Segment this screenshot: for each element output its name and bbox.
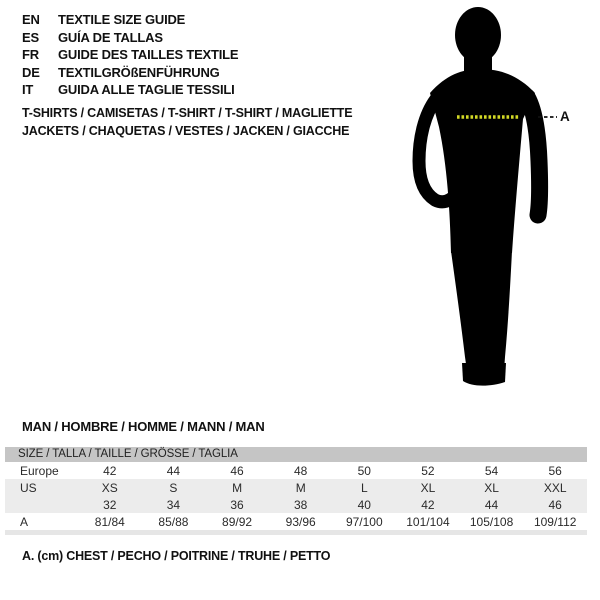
table-cell: 48 <box>294 463 308 478</box>
table-cell: S <box>169 480 178 495</box>
table-cell: 81/84 <box>94 514 125 529</box>
measurement-label-a: A <box>560 109 570 124</box>
table-row-europe <box>5 462 587 479</box>
table-cell: 44 <box>166 463 181 478</box>
man-silhouette <box>410 5 575 390</box>
language-row-de <box>22 64 238 82</box>
garment-categories <box>22 104 352 140</box>
table-cell: M <box>232 480 243 495</box>
size-table <box>5 447 587 535</box>
table-cell: 109/112 <box>533 514 577 529</box>
row-label: US <box>20 480 37 495</box>
table-cell: 105/108 <box>469 514 514 529</box>
silhouette-shoe <box>462 363 506 386</box>
table-row-us <box>5 479 587 496</box>
table-row-chest-a <box>5 513 587 530</box>
table-cell: 40 <box>357 497 371 512</box>
table-cell: XL <box>420 480 436 495</box>
language-code: IT <box>22 82 34 98</box>
table-cell: 101/104 <box>406 514 450 529</box>
table-cell: 97/100 <box>345 514 383 529</box>
category-tshirts: T-SHIRTS / CAMISETAS / T-SHIRT / T-SHIRT / MAGLIETTE <box>22 106 353 120</box>
table-cell: 56 <box>548 463 562 478</box>
table-cell: XXL <box>543 480 567 495</box>
table-cell: 36 <box>230 497 244 512</box>
size-table-header: SIZE / TALLA / TAILLE / GRÖSSE / TAGLIA <box>5 447 587 462</box>
table-cell: XS <box>101 480 118 495</box>
language-title: TEXTILE SIZE GUIDE <box>58 12 186 28</box>
table-cell: M <box>295 480 306 495</box>
table-bottom-rule <box>5 530 587 535</box>
language-code: FR <box>22 47 39 63</box>
table-cell: 46 <box>548 497 562 512</box>
table-cell: 89/92 <box>222 514 253 529</box>
table-cell: 85/88 <box>158 514 189 529</box>
category-jackets: JACKETS / CHAQUETAS / VESTES / JACKEN / GIACCHE <box>22 124 350 138</box>
language-title: GUIDE DES TAILLES TEXTILE <box>58 47 239 63</box>
language-row-en <box>22 11 238 29</box>
language-code: EN <box>22 12 40 28</box>
language-title: GUÍA DE TALLAS <box>58 29 163 45</box>
table-cell: 50 <box>357 463 371 478</box>
language-code: DE <box>22 64 40 80</box>
table-cell: 52 <box>421 463 435 478</box>
language-code: ES <box>22 29 39 45</box>
language-row-it <box>22 81 238 99</box>
table-cell: 46 <box>230 463 244 478</box>
language-list <box>22 11 238 99</box>
measurement-footnote: A. (cm) CHEST / PECHO / POITRINE / TRUHE / PETTO <box>22 549 331 563</box>
table-cell: 38 <box>294 497 308 512</box>
table-cell: L <box>360 480 368 495</box>
table-cell: 44 <box>484 497 499 512</box>
language-row-fr <box>22 46 238 64</box>
silhouette-legs <box>451 251 512 371</box>
table-cell: 93/96 <box>285 514 316 529</box>
table-cell: 54 <box>484 463 499 478</box>
language-title: GUIDA ALLE TAGLIE TESSILI <box>58 82 235 98</box>
table-cell: 34 <box>166 497 181 512</box>
table-cell: XL <box>484 480 499 495</box>
table-row-alt-sizes <box>5 496 587 513</box>
row-label: Europe <box>20 463 59 478</box>
row-label: A <box>20 514 29 529</box>
language-title: TEXTILGRÖßENFÜHRUNG <box>58 64 220 80</box>
table-cell: 32 <box>103 497 117 512</box>
language-row-es <box>22 29 238 47</box>
section-title: MAN / HOMBRE / HOMME / MANN / MAN <box>22 419 265 434</box>
table-cell: 42 <box>103 463 117 478</box>
table-cell: 42 <box>421 497 435 512</box>
silhouette-right-arm <box>527 97 540 215</box>
